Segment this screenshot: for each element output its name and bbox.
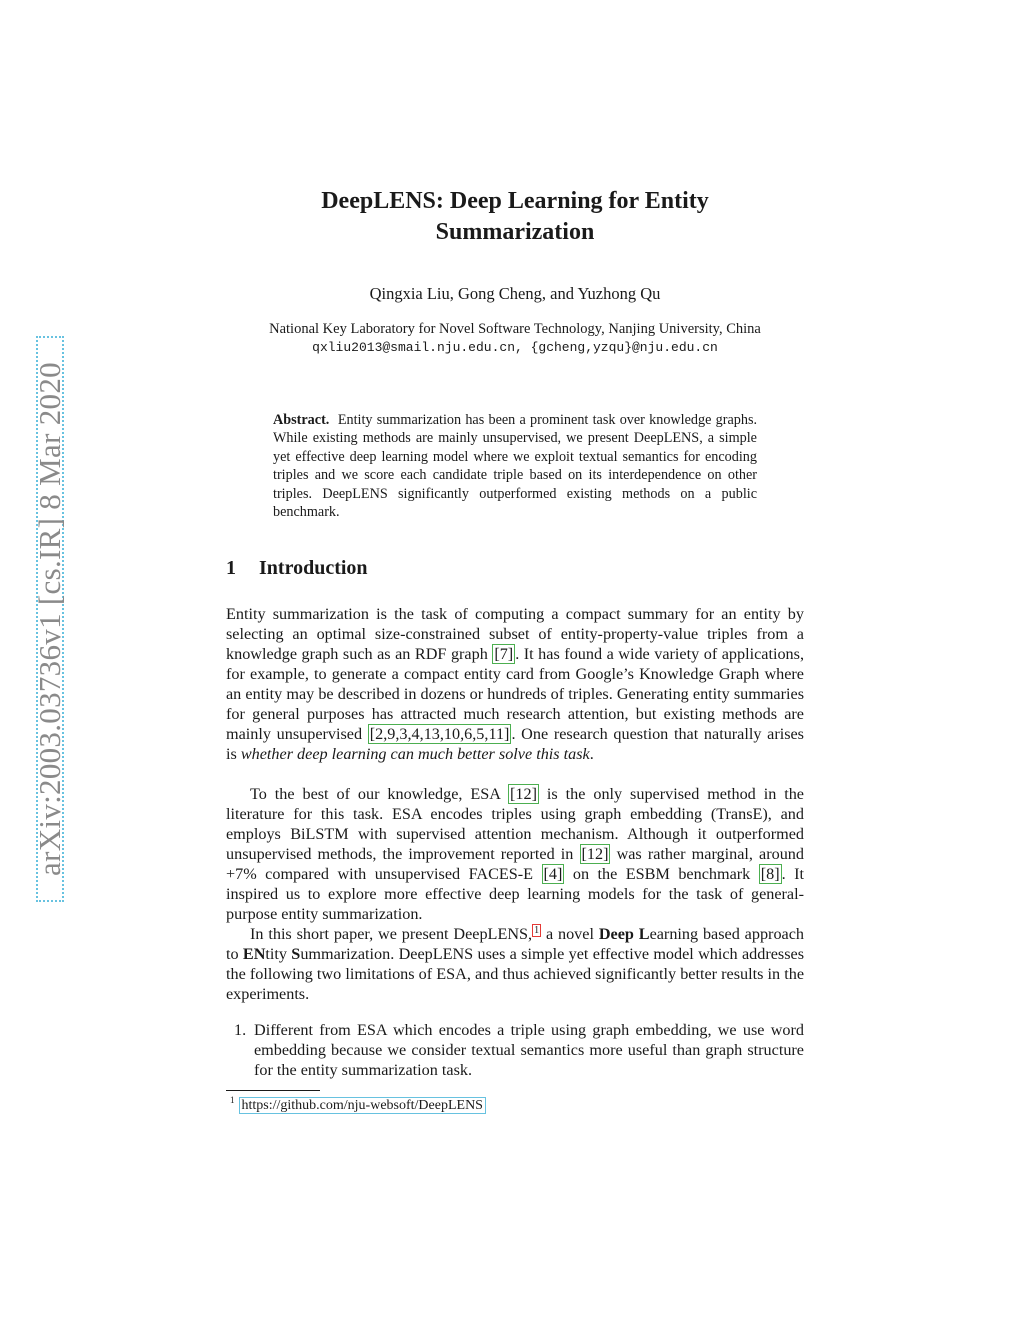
abstract-text: Entity summarization has been a prominent task over knowledge graphs. While existing methods are mainly unsupervised, we present DeepLENS, a simple yet effective deep learning model where we exploit textual semantics for encoding triples and we score each candidate triple based on its interdependence on other triples. DeepLENS significantly outperformed existing methods on a public benchmark.: [273, 412, 758, 521]
text: earning based approach to: [226, 925, 805, 963]
footnote-mark: 1: [230, 1095, 235, 1105]
text: ummarization. DeepLENS uses a simple yet effective model which addresses the following two limitations of ESA, and thus achieved significantly better results in the experiments.: [226, 945, 804, 1003]
text: . One research question that naturally arises is: [226, 725, 804, 763]
paragraph-3: [226, 924, 804, 1004]
title-line-1: DeepLENS: Deep Learning for Entity: [321, 188, 709, 214]
footnote: [230, 1095, 486, 1114]
paper-title: [226, 186, 804, 248]
text: a novel: [541, 925, 599, 943]
abstract-label: Abstract.: [273, 412, 330, 428]
affiliation: National Key Laboratory for Novel Software Technology, Nanjing University, China: [269, 321, 761, 337]
citation-link[interactable]: [7]: [494, 645, 514, 663]
bold-text: EN: [242, 945, 266, 963]
citation-link[interactable]: [2,9,3,4,13,10,6,5,11]: [369, 725, 510, 743]
text: In this short paper, we present DeepLENS,: [250, 925, 533, 943]
text: To the best of our knowledge, ESA: [250, 785, 509, 803]
email: qxliu2013@smail.nju.edu.cn, {gcheng,yzqu}@nju.edu.cn: [312, 340, 718, 355]
title-line-2: Summarization: [435, 219, 595, 245]
footnote-divider: [226, 1090, 320, 1091]
citation-link[interactable]: [8]: [760, 865, 780, 883]
bold-text: Deep L: [598, 925, 650, 943]
citation-link[interactable]: [12]: [510, 785, 537, 803]
list-number: 1.: [234, 1021, 247, 1039]
arxiv-sidebar: [32, 336, 67, 902]
footnote-link[interactable]: 1: [534, 924, 540, 936]
abstract: [273, 411, 757, 521]
paragraph-2: [226, 784, 804, 924]
text: . It inspired us to explore more effective deep learning models for the task of general-purpose entity summarization.: [226, 865, 804, 923]
citation-link[interactable]: [12]: [581, 845, 609, 863]
bold-text: S: [291, 945, 301, 963]
section-title: Introduction: [259, 557, 368, 579]
list-item: [226, 1020, 804, 1080]
text: is the only supervised method in the literature for this task. ESA encodes triples using graph embedding (TransE), and employs BiLSTM with supervised attention mechanism. Although it outperformed unsupervised methods, the improvement reported in: [226, 785, 804, 863]
authors: Qingxia Liu, Gong Cheng, and Yuzhong Qu: [369, 284, 661, 303]
footnote-url-link[interactable]: https://github.com/nju-websoft/DeepLENS: [239, 1097, 486, 1114]
text: Entity summarization is the task of computing a compact summary for an entity by selecting an optimal size-constrained subset of entity-property-value triples from a knowledge graph such as an RDF graph: [226, 605, 804, 663]
section-heading: [226, 557, 368, 580]
text: on the ESBM benchmark: [564, 865, 759, 883]
list-text: Different from ESA which encodes a triple using graph embedding, we use word embedding because we consider textual semantics more useful than graph structure for the entity summarization task.: [254, 1021, 804, 1079]
text: tity: [265, 945, 292, 963]
italic-text: whether deep learning can much better solve this task: [240, 745, 590, 763]
text: .: [589, 745, 594, 763]
section-number: 1: [226, 557, 236, 579]
citation-link[interactable]: [4]: [543, 865, 563, 883]
text: . It has found a wide variety of applications, for example, to generate a compact entity card from Google’s Knowledge Graph where an entity may be described in dozens or hundreds of triples. Generating entity summaries for general purposes has attracted much research attention, but existing methods are mainly unsupervised: [226, 645, 804, 743]
paragraph-1: [226, 604, 804, 764]
text: was rather marginal, around +7% compared with unsupervised FACES-E: [226, 845, 804, 883]
arxiv-id[interactable]: arXiv:2003.03736v1 [cs.IR] 8 Mar 2020: [32, 362, 67, 876]
